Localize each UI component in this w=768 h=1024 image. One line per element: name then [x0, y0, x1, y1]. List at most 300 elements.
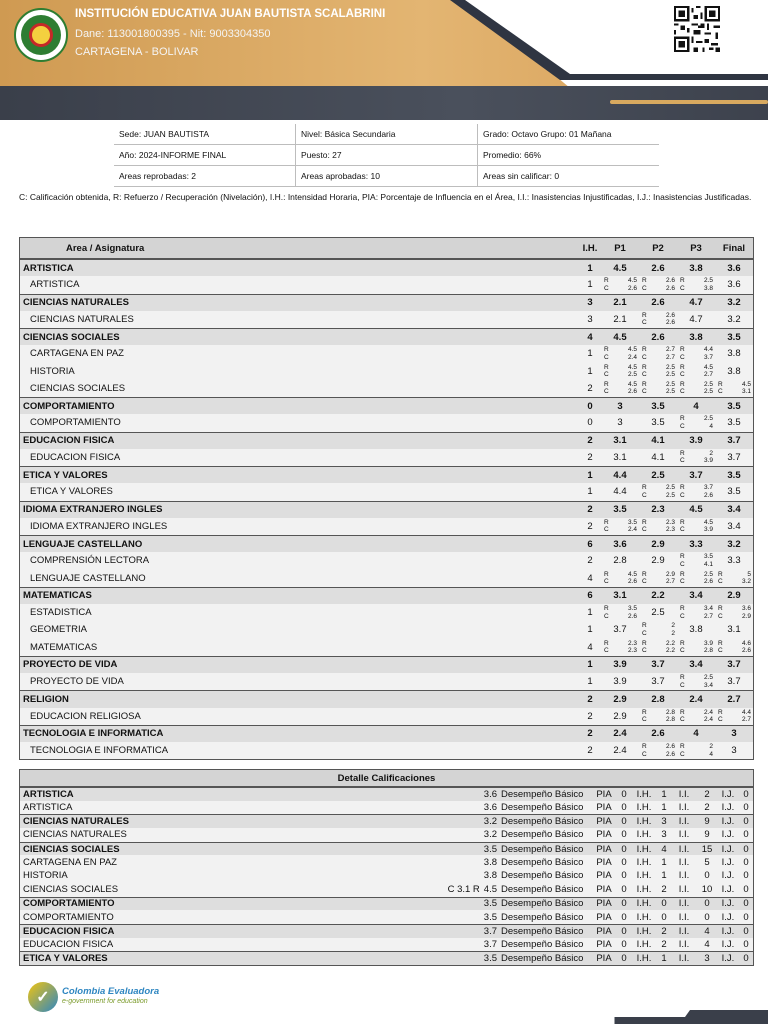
metric-label: I.J. — [721, 925, 735, 937]
metric-label: PIA — [596, 911, 612, 923]
detail-metrics — [591, 912, 753, 923]
grade-value: 2.9 — [613, 693, 627, 705]
grade-value: 3 — [731, 745, 737, 757]
c-label: C — [680, 681, 685, 689]
metric-label: I.H. — [636, 829, 652, 841]
score-value: 3.5 — [483, 898, 497, 910]
detail-score — [270, 802, 501, 813]
r-label: R — [680, 277, 685, 285]
grade-value: 2.9 — [651, 555, 665, 567]
metric-value: 0 — [743, 938, 749, 950]
subject-name: CIENCIAS SOCIALES — [30, 382, 126, 394]
metric-value: 0 — [743, 898, 749, 910]
metric-label: I.I. — [678, 884, 690, 896]
ih-value: 2 — [587, 382, 593, 394]
grade-value: 2.5 — [651, 469, 665, 481]
area-row — [20, 328, 753, 345]
period-2-grade — [639, 621, 677, 638]
obtained-value — [680, 492, 713, 499]
c-label: C — [604, 526, 609, 534]
period-3-grade — [677, 380, 715, 397]
detail-score — [270, 829, 501, 840]
metric-label: PIA — [596, 898, 612, 910]
r-value: 2.3 — [627, 639, 637, 647]
r-label: R — [604, 639, 609, 647]
detail-name: CIENCIAS SOCIALES — [23, 884, 119, 896]
grade-value: 3.1 — [613, 451, 627, 463]
metric-value: 9 — [704, 816, 710, 828]
footer-accent — [680, 1010, 768, 1024]
metric-label: PIA — [596, 856, 612, 868]
grade-value: 3.2 — [727, 538, 741, 550]
obtained-value — [642, 371, 675, 378]
qr-code-icon[interactable] — [674, 6, 720, 52]
area-row — [20, 587, 753, 604]
detail-name: CIENCIAS NATURALES — [23, 829, 127, 841]
period-1-grade — [601, 449, 639, 466]
brand-logo-icon: ✓ — [28, 982, 58, 1012]
c-value: 3.2 — [741, 578, 751, 585]
c-value: 4 — [709, 750, 713, 758]
performance-level: Desempeño Básico — [501, 898, 584, 910]
ih-value: 1 — [587, 486, 593, 498]
header-final: Final — [722, 242, 746, 254]
grade-value: 3.2 — [727, 313, 741, 325]
r-label: R — [680, 570, 685, 578]
ih-value: 2 — [587, 728, 593, 740]
grade-value: 3.5 — [727, 331, 741, 343]
grade-value: 2.6 — [651, 297, 665, 309]
obtained-value — [604, 371, 637, 378]
metric-value: 1 — [661, 953, 667, 965]
obtained-value — [680, 423, 713, 430]
performance-level: Desempeño Básico — [501, 802, 584, 814]
c-value: 2.5 — [665, 491, 675, 499]
period-1-grade — [601, 639, 639, 656]
metric-label: I.J. — [721, 911, 735, 923]
period-3-grade — [677, 552, 715, 569]
performance-level: Desempeño Básico — [501, 911, 584, 923]
r-value: 4.4 — [741, 708, 751, 716]
c-value: 3.7 — [703, 353, 713, 361]
ih-value: 1 — [587, 624, 593, 636]
ih-value: 1 — [587, 279, 593, 291]
period-1-grade — [601, 588, 639, 604]
obtained-value — [680, 751, 713, 758]
subject-name: PROYECTO DE VIDA — [30, 676, 124, 688]
info-cell: Sede: JUAN BAUTISTA — [119, 129, 210, 139]
grade-value: 3.4 — [727, 504, 741, 516]
grade-value: 3.6 — [727, 279, 741, 291]
detail-subject-row — [20, 869, 753, 883]
area-row — [20, 397, 753, 414]
detail-score — [270, 816, 501, 827]
detail-name: CIENCIAS SOCIALES — [23, 843, 120, 855]
r-label: R — [680, 449, 685, 457]
period-1-grade — [601, 433, 639, 449]
detail-name: EDUCACION FISICA — [23, 925, 115, 937]
r-value: 2.6 — [665, 743, 675, 750]
metric-value: 1 — [661, 856, 667, 868]
ih-value: 1 — [587, 348, 593, 360]
detail-name: ARTISTICA — [23, 802, 73, 814]
ih-value: 2 — [587, 504, 593, 516]
grade-value: 2.4 — [613, 728, 627, 740]
score-value: 3.7 — [483, 938, 497, 950]
r-label: R — [680, 346, 685, 354]
r-label: R — [718, 380, 723, 388]
final-grade — [715, 363, 753, 380]
metric-value: 0 — [704, 870, 710, 882]
institution-city: CARTAGENA - BOLIVAR — [75, 46, 199, 58]
info-cell: Nivel: Básica Secundaria — [295, 124, 477, 144]
grade-value: 4.1 — [651, 435, 665, 447]
score-value: 3.5 — [483, 953, 497, 965]
detail-score — [270, 870, 501, 881]
final-grade — [715, 536, 753, 552]
metric-label: I.H. — [636, 898, 652, 910]
c-value: 2.6 — [665, 284, 675, 292]
r-value: 2.5 — [703, 380, 713, 388]
subject-name: RELIGION — [23, 693, 69, 705]
c-value: 2.6 — [627, 388, 637, 396]
student-info-table — [114, 124, 659, 187]
subject-name: TECNOLOGIA E INFORMATICA — [30, 745, 169, 757]
area-row — [20, 294, 753, 311]
refuerzo-value — [680, 674, 713, 681]
grade-value: 3.3 — [689, 538, 703, 550]
score-value: 3.6 — [483, 788, 497, 800]
metric-label: I.H. — [636, 816, 652, 828]
grade-value: 2.1 — [613, 297, 627, 309]
area-row — [20, 656, 753, 673]
grade-value: 2.8 — [651, 693, 665, 705]
subject-row — [20, 380, 753, 397]
r-value: 2.4 — [703, 708, 713, 716]
ih-value: 2 — [587, 520, 593, 532]
refuerzo-value — [680, 381, 713, 388]
c-label: C — [718, 388, 723, 396]
c-label: C — [642, 647, 647, 654]
period-3-grade — [677, 604, 715, 621]
metric-label: I.I. — [678, 898, 690, 910]
metric-value: 2 — [704, 788, 710, 800]
r-label: R — [680, 415, 685, 423]
c-label: C — [642, 388, 647, 396]
metric-label: I.I. — [678, 788, 690, 800]
metric-value: 0 — [621, 925, 627, 937]
c-value: 2.6 — [665, 750, 675, 758]
subject-name: IDIOMA EXTRANJERO INGLES — [30, 520, 168, 532]
final-grade — [715, 380, 753, 397]
grade-value: 4.7 — [689, 297, 703, 309]
info-row — [114, 124, 659, 145]
footer-bar — [0, 1017, 768, 1024]
r-value: 2.5 — [703, 415, 713, 423]
metric-label: PIA — [596, 938, 612, 950]
subject-name: CIENCIAS NATURALES — [23, 297, 129, 309]
grade-value: 3.6 — [727, 262, 741, 274]
metric-label: I.I. — [678, 802, 690, 814]
r-value: 4.5 — [627, 277, 637, 285]
grade-value: 2.1 — [613, 313, 627, 325]
period-1-grade — [601, 708, 639, 725]
final-grade — [715, 708, 753, 725]
subject-name: ETICA Y VALORES — [30, 486, 113, 498]
metric-value: 0 — [621, 884, 627, 896]
ih-value: 2 — [587, 451, 593, 463]
school-logo-icon — [14, 8, 68, 62]
metric-label: I.J. — [721, 788, 735, 800]
metric-value: 2 — [661, 938, 667, 950]
metric-label: I.J. — [721, 884, 735, 896]
final-grade — [715, 657, 753, 673]
ih-value: 0 — [587, 400, 593, 412]
subject-row — [20, 570, 753, 587]
detail-area-row — [20, 951, 753, 965]
detail-name: EDUCACION FISICA — [23, 938, 114, 950]
grade-value: 4.5 — [689, 504, 703, 516]
grade-value: 3.6 — [613, 538, 627, 550]
subject-name: MATEMATICAS — [30, 641, 98, 653]
performance-level: Desempeño Básico — [501, 925, 584, 937]
metric-value: 4 — [704, 938, 710, 950]
refuerzo-value — [642, 743, 675, 750]
refuerzo-value — [642, 709, 675, 716]
period-2-grade — [639, 657, 677, 673]
c-label: C — [680, 422, 685, 430]
area-row — [20, 725, 753, 742]
area-row — [20, 535, 753, 552]
area-row — [20, 432, 753, 449]
r-value: 3.5 — [627, 518, 637, 526]
period-2-grade — [639, 552, 677, 569]
period-2-grade — [639, 467, 677, 483]
metric-label: I.J. — [721, 898, 735, 910]
r-value: 2.5 — [703, 277, 713, 285]
grade-value: 3.5 — [727, 469, 741, 481]
c-label: C — [604, 371, 609, 378]
ih-value: 6 — [587, 590, 593, 602]
grade-value: 3.9 — [613, 676, 627, 688]
detail-area-row — [20, 787, 753, 801]
subject-row — [20, 414, 753, 431]
obtained-value — [680, 526, 713, 533]
c-label: C — [642, 319, 647, 327]
grade-value: 3.7 — [651, 659, 665, 671]
info-cell: Puesto: 27 — [295, 145, 477, 165]
period-2-grade — [639, 708, 677, 725]
grade-value: 3.8 — [727, 348, 741, 360]
report-header — [0, 0, 768, 120]
r-value: 2.9 — [665, 570, 675, 578]
metric-value: 3 — [661, 829, 667, 841]
metric-value: 0 — [661, 898, 667, 910]
performance-level: Desempeño Básico — [501, 953, 584, 965]
refuerzo-value — [642, 312, 675, 319]
subject-name: CIENCIAS NATURALES — [30, 313, 134, 325]
r-label: R — [680, 380, 685, 388]
ih-value: 1 — [587, 469, 593, 481]
period-2-grade — [639, 588, 677, 604]
c-label: C — [642, 716, 647, 723]
period-3-grade — [677, 483, 715, 500]
refuerzo-value — [680, 743, 713, 750]
c-value: 2.4 — [627, 526, 637, 534]
subject-row — [20, 363, 753, 380]
metric-label: I.H. — [636, 843, 652, 855]
c-value: 3.8 — [703, 284, 713, 292]
r-label: R — [718, 605, 723, 612]
period-3-grade — [677, 639, 715, 656]
subject-name: ESTADISTICA — [30, 607, 92, 619]
info-cell: Promedio: 66% — [477, 145, 659, 165]
period-2-grade — [639, 726, 677, 742]
c-value: 2.6 — [627, 284, 637, 292]
detail-metrics — [591, 884, 753, 895]
r-label: R — [604, 605, 609, 612]
area-row — [20, 466, 753, 483]
final-grade — [715, 639, 753, 656]
obtained-value — [680, 561, 713, 568]
metric-label: PIA — [596, 829, 612, 841]
refuerzo-value — [642, 571, 675, 578]
r-label: R — [642, 311, 647, 319]
grade-value: 3.7 — [689, 469, 703, 481]
final-grade — [715, 742, 753, 759]
metric-value: 9 — [704, 829, 710, 841]
score-value: 3.5 — [483, 911, 497, 923]
ih-value: 2 — [587, 693, 593, 705]
obtained-value — [718, 578, 751, 585]
detail-subject-row — [20, 910, 753, 924]
r-value: 2.6 — [665, 277, 675, 285]
metric-label: I.J. — [721, 802, 735, 814]
r-label: R — [680, 363, 685, 371]
grade-value: 3.8 — [727, 365, 741, 377]
final-grade — [715, 260, 753, 276]
grade-value: 2.6 — [651, 262, 665, 274]
r-label: R — [604, 570, 609, 578]
metric-label: I.H. — [636, 938, 652, 950]
r-value: 4.5 — [703, 518, 713, 526]
metric-label: I.H. — [636, 884, 652, 896]
detail-metrics — [591, 857, 753, 868]
metric-label: I.I. — [678, 925, 690, 937]
period-3-grade — [677, 433, 715, 449]
refuerzo-value — [642, 364, 675, 371]
period-1-grade — [601, 691, 639, 707]
refuerzo-value — [604, 519, 637, 526]
c-value: 2.6 — [627, 578, 637, 585]
period-2-grade — [639, 345, 677, 362]
c-label: C — [604, 647, 609, 654]
final-grade — [715, 726, 753, 742]
performance-level: Desempeño Básico — [501, 816, 584, 828]
c-label: C — [680, 750, 685, 758]
period-1-grade — [601, 380, 639, 397]
detail-name: ETICA Y VALORES — [23, 953, 108, 965]
refuerzo-value — [680, 553, 713, 560]
r-value: 4.4 — [703, 346, 713, 354]
r-value: 3.4 — [703, 605, 713, 612]
score-value: 3.8 — [483, 870, 497, 882]
period-3-grade — [677, 363, 715, 380]
metric-label: I.H. — [636, 870, 652, 882]
c-label: C — [642, 526, 647, 534]
obtained-value — [604, 285, 637, 292]
obtained-value — [718, 647, 751, 654]
period-3-grade — [677, 518, 715, 535]
r-value: 2.5 — [703, 570, 713, 578]
header-ih: I.H. — [582, 242, 598, 254]
grades-table — [19, 237, 754, 760]
grade-value: 2.2 — [651, 590, 665, 602]
subject-row — [20, 483, 753, 500]
colombia-evaluadora-logo[interactable] — [28, 980, 178, 1014]
refuerzo-value — [604, 364, 637, 371]
info-cell: Areas aprobadas: 10 — [295, 166, 477, 186]
area-row — [20, 259, 753, 276]
c-value: 2.9 — [741, 612, 751, 620]
detail-score — [270, 953, 501, 964]
period-1-grade — [601, 726, 639, 742]
metric-value: 15 — [701, 843, 713, 855]
period-1-grade — [601, 329, 639, 345]
grading-legend: C: Calificación obtenida, R: Refuerzo / Recuperación (Nivelación), I.H.: Intensidad Horaria, PIA: Porcentaje de Influencia en el Área, I.I.: Inasistencias Injustificadas, I.J.: Inasistencias Justificadas. — [19, 192, 752, 202]
r-label: R — [642, 708, 647, 716]
metric-label: I.J. — [721, 953, 735, 965]
metric-value: 10 — [701, 884, 713, 896]
period-2-grade — [639, 673, 677, 690]
info-cell: Grado: Octavo Grupo: 01 Mañana — [477, 124, 659, 144]
c-value: 2.5 — [703, 388, 713, 396]
period-2-grade — [639, 433, 677, 449]
grade-value: 3.1 — [613, 435, 627, 447]
period-2-grade — [639, 604, 677, 621]
r-value: 5 — [747, 570, 751, 578]
grade-value: 3.1 — [727, 624, 741, 636]
r-label: R — [718, 708, 723, 716]
obtained-value — [680, 457, 713, 464]
metric-value: 3 — [704, 953, 710, 965]
metric-label: PIA — [596, 925, 612, 937]
grade-value: 3 — [617, 400, 623, 412]
metric-label: I.I. — [678, 829, 690, 841]
detail-subject-row — [20, 938, 753, 952]
detail-subject-row — [20, 828, 753, 842]
c-label: C — [642, 491, 647, 499]
subject-name: CARTAGENA EN PAZ — [30, 348, 124, 360]
ih-value: 4 — [587, 572, 593, 584]
subject-name: ETICA Y VALORES — [23, 469, 108, 481]
score-value: 3.5 — [483, 843, 497, 855]
grade-value: 3.7 — [651, 676, 665, 688]
detail-title: Detalle Calificaciones — [20, 770, 753, 787]
c-label: C — [680, 284, 685, 292]
metric-value: 0 — [621, 911, 627, 923]
c-value: 2.6 — [665, 319, 675, 327]
grade-value: 2.4 — [613, 745, 627, 757]
refuerzo-value — [642, 277, 675, 284]
r-value: 3.5 — [703, 553, 713, 561]
r-label: R — [680, 518, 685, 526]
metric-value: 0 — [743, 816, 749, 828]
final-grade — [715, 673, 753, 690]
refuerzo-value — [680, 277, 713, 284]
period-1-grade — [601, 363, 639, 380]
metric-value: 0 — [743, 788, 749, 800]
